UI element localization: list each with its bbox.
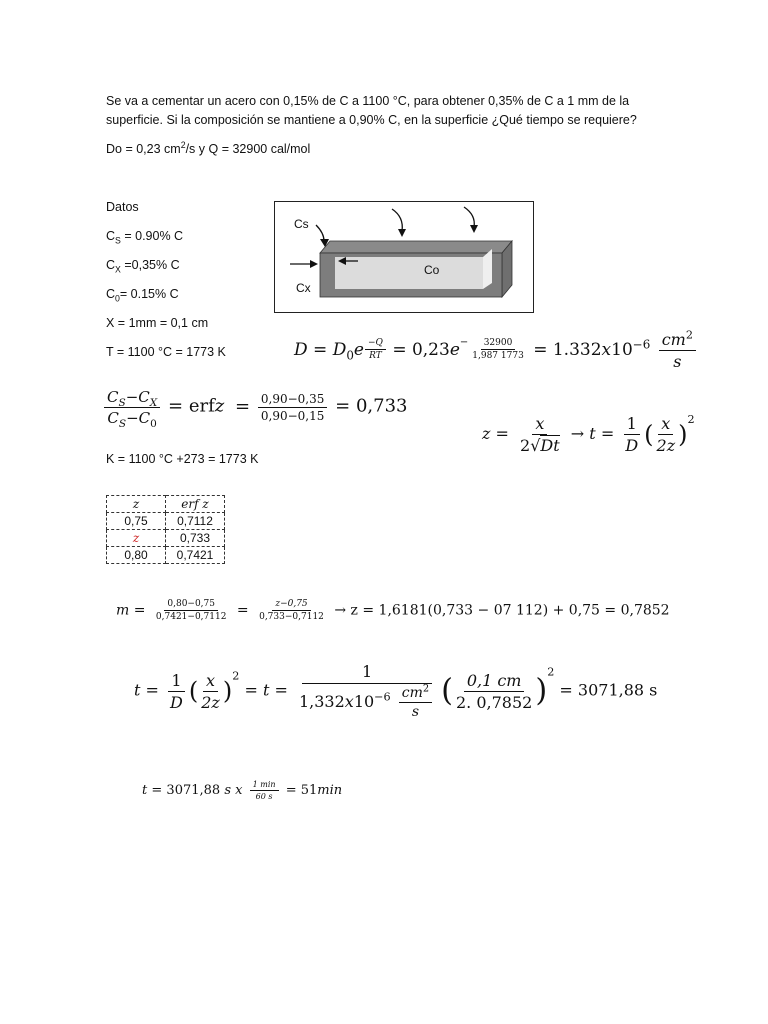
table-row bbox=[107, 530, 225, 547]
equation-z: z = $\frac{x}{2√Dt}$ → t = $\frac{1}{D}$ ( $\frac{x}{2z}$ )$^2$ bbox=[482, 413, 695, 455]
table-header-erf: erf z bbox=[166, 496, 225, 513]
datos-title: Datos bbox=[106, 200, 139, 214]
bar-core bbox=[335, 257, 483, 289]
label-cs: Cs bbox=[294, 217, 309, 231]
bar-top-face bbox=[320, 241, 512, 253]
table-cell: 0,7112 bbox=[166, 513, 225, 530]
table-row bbox=[107, 547, 225, 564]
table-cell-highlight: z bbox=[107, 530, 166, 547]
equation-slope: m = $\frac{0,80-0,75}{0,7421-0,7112}$ = $\frac{z-0,75}{0,733-0,7112}$ → z = 1,6181(0,733 − 07 112) + 0,75 = 0,7852 bbox=[116, 599, 670, 622]
diffusion-diagram bbox=[274, 201, 534, 313]
table-cell: 0,75 bbox=[107, 513, 166, 530]
label-co: Co bbox=[424, 263, 440, 277]
label-cx: Cx bbox=[296, 281, 311, 295]
diagram-svg bbox=[274, 201, 534, 313]
datos-k: K = 1100 °C +273 = 1773 K bbox=[106, 452, 259, 466]
datos-x: X = 1mm = 0,1 cm bbox=[106, 316, 209, 330]
datos-cs: $C_S = 0.90\%$ C bbox=[106, 229, 184, 246]
problem-line-1: Se va a cementar un acero con 0,15% de C a 1100 °C, para obtener 0,35% de C a 1 mm de la bbox=[106, 94, 630, 108]
given-values: Do = 0,23 $cm^2/s$ y Q = 32900 cal/mol bbox=[106, 139, 311, 156]
equation-time: t = $\frac{1}{D}$ ( $\frac{x}{2z}$ )$^2$ = t = 1 $1,332x10^{-6}$ $\frac{cm^2}{s}$ ( $\frac{0,1 cm}{2. 0,7852}$ )$^2$ = 3071,88 s bbox=[134, 662, 658, 720]
datos-c0: $C_0= 0.15\%$ C bbox=[106, 287, 179, 304]
erf-table bbox=[106, 495, 225, 564]
datos-cx: $C_X =0,35\%$ C bbox=[106, 258, 180, 275]
equation-diffusivity: $D = D_0e$ $\frac{-Q}{RT}$ = 0,23e− $\frac{32900}{1,987 1773}$ = $1.332x10^{-6}$ $\frac{cm^2}{s}$ bbox=[294, 330, 699, 371]
table-cell: 0,733 bbox=[166, 530, 225, 547]
table-cell: 0,7421 bbox=[166, 547, 225, 564]
problem-line-2: superficie. Si la composición se mantiene a 0,90% C, en la superficie ¿Qué tiempo se requiere? bbox=[106, 113, 637, 127]
equation-erf: $\frac{C_S-C_X}{C_S-C_0}$ = erfz = $\frac{0,90-0,35}{0,90-0,15}$ = 0,733 bbox=[104, 388, 408, 427]
equation-final: t = 3071,88 s x $\frac{1 \min}{60 s}$ = 51min bbox=[142, 780, 343, 801]
table-row bbox=[107, 513, 225, 530]
table-header-z: z bbox=[107, 496, 166, 513]
erf-table-wrap bbox=[106, 495, 225, 564]
datos-t: T = 1100 °C = 1773 K bbox=[106, 345, 226, 359]
table-cell: 0,80 bbox=[107, 547, 166, 564]
table-header-row bbox=[107, 496, 225, 513]
